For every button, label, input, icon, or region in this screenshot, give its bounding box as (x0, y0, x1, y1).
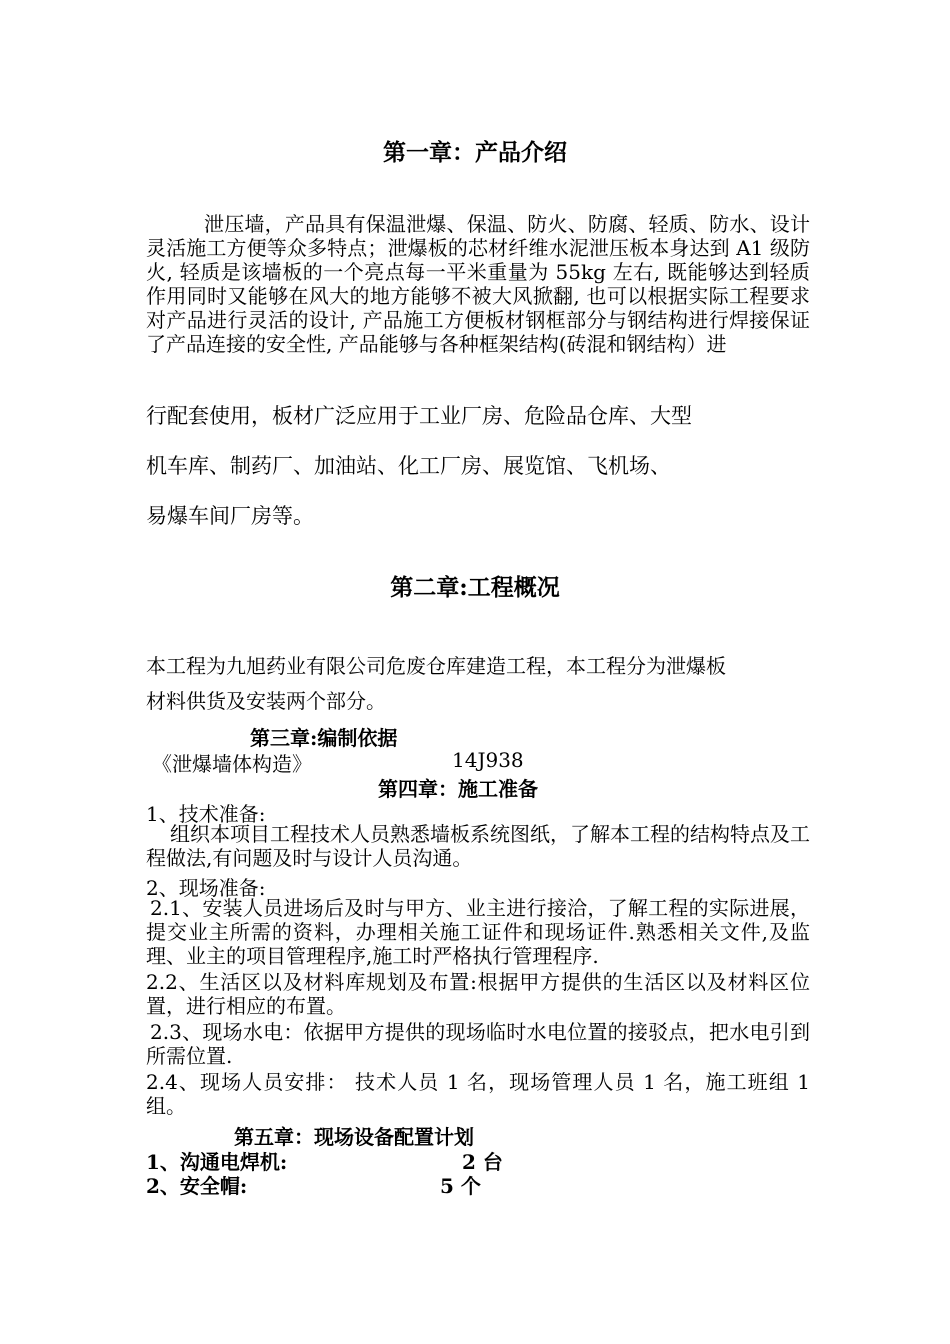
equipment-item-name: 1、沟通电焊机: (146, 1150, 288, 1174)
equipment-item-qty: 5 个 (440, 1174, 481, 1198)
reference-code: 14J938 (452, 748, 524, 772)
equipment-item-qty: 2 台 (462, 1150, 503, 1174)
chapter-4-title: 第四章：施工准备 (378, 777, 538, 801)
site-prep-2-2: 2.2、生活区以及材料库规划及布置:根据甲方提供的生活区以及材料区位置，进行相应的布置。 (146, 970, 810, 1018)
reference-name: 《泄爆墙体构造》 (152, 752, 312, 776)
chapter-1-paragraph-dense: 泄压墙，产品具有保温泄爆、保温、防火、防腐、轻质、防水、设计灵活施工方便等众多特点；泄爆板的芯材纤维水泥泄压板本身达到 A1 级防火, 轻质是该墙板的一个亮点每一平米重量为 55kg 左右, 既能够达到轻质作用同时又能够在风大的地方能够不被大风掀翻, 也可以根据实际工程要求对产品进行灵活的设计, 产品施工方便板材钢框部分与钢结构进行焊接保证了产品连接的安全性, 产品能够与各种框架结构(砖混和钢结构）进 (146, 212, 810, 356)
chapter-2-line-1: 本工程为九旭药业有限公司危废仓库建造工程，本工程分为泄爆板 (146, 654, 726, 678)
chapter-2-line-2: 材料供货及安装两个部分。 (146, 689, 386, 713)
chapter-3-title: 第三章:编制依据 (250, 726, 398, 750)
chapter-1-line-3: 易爆车间厂房等。 (146, 504, 314, 528)
chapter-1-line-2: 机车库、制药厂、加油站、化工厂房、展览馆、飞机场、 (146, 454, 671, 478)
chapter-5-title: 第五章：现场设备配置计划 (234, 1125, 474, 1149)
site-prep-2-3: 2.3、现场水电：依据甲方提供的现场临时水电位置的接驳点，把水电引到所需位置. (146, 1020, 810, 1068)
chapter-2-title: 第二章:工程概况 (390, 574, 560, 601)
tech-prep-body: 组织本项目工程技术人员熟悉墙板系统图纸，了解本工程的结构特点及工程做法,有问题及时与设计人员沟通。 (146, 822, 810, 870)
site-prep-2-1: 2.1、安装人员进场后及时与甲方、业主进行接洽，了解工程的实际进展，提交业主所需的资料，办理相关施工证件和现场证件.熟悉相关文件,及监理、业主的项目管理程序,施工时严格执行管理程序. (146, 896, 810, 968)
chapter-1-title: 第一章：产品介绍 (383, 139, 567, 166)
site-prep-2-4: 2.4、现场人员安排： 技术人员 1 名，现场管理人员 1 名，施工班组 1 组。 (146, 1070, 810, 1118)
chapter-1-line-1: 行配套使用，板材广泛应用于工业厂房、危险品仓库、大型 (146, 404, 692, 428)
tech-prep-heading: 1、技术准备: (146, 802, 266, 826)
site-prep-heading: 2、现场准备: (146, 876, 266, 900)
equipment-item-name: 2、安全帽: (146, 1174, 248, 1198)
